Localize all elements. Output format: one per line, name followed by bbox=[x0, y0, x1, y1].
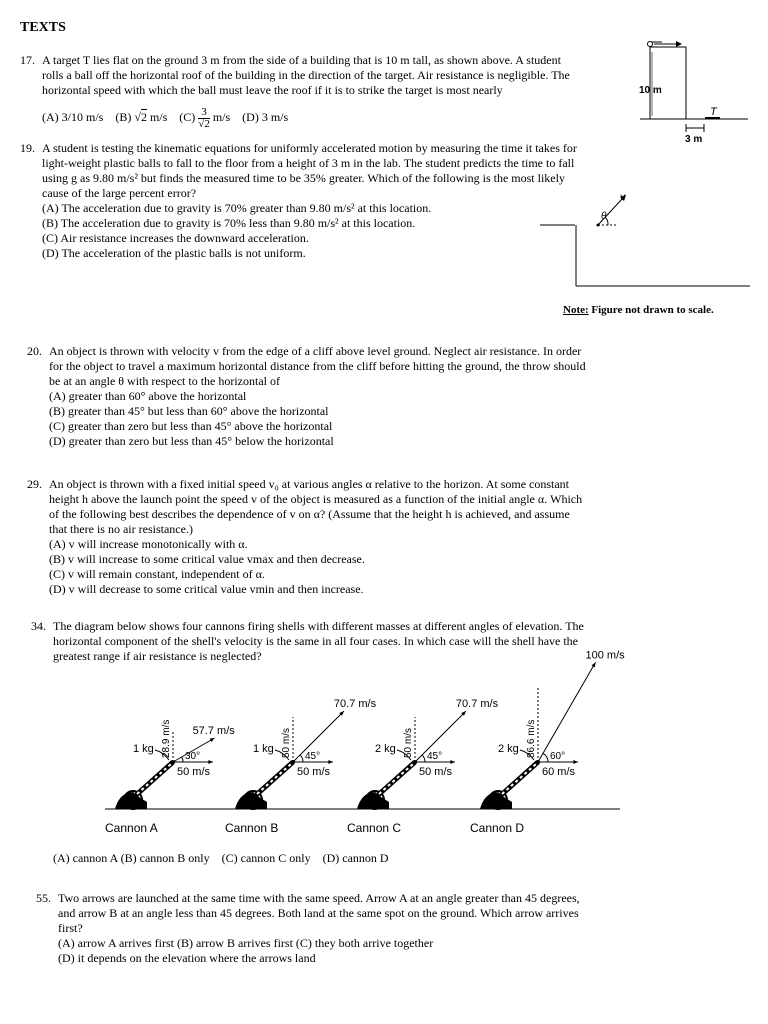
cannon-base bbox=[357, 792, 389, 809]
velocity-arrow bbox=[538, 662, 596, 762]
horizontal-velocity-arrow-head bbox=[328, 760, 333, 764]
velocity-label: v bbox=[620, 192, 625, 203]
question-text-line: horizontal speed with which the ball must leave the roof if it is to strike the target is most nearly bbox=[42, 83, 503, 97]
note-label: Note: bbox=[563, 304, 589, 316]
options-line-1: (A) arrow A arrives first (B) arrow B arrives first (C) they both arrive together bbox=[58, 936, 434, 950]
question-text-line: greatest range if air resistance is neglected? bbox=[53, 649, 262, 663]
question-number: 34. bbox=[31, 619, 46, 633]
option-b: (B) greater than 45° but less than 60° above the horizontal bbox=[49, 404, 329, 418]
question-text-line: that there is no air resistance.) bbox=[49, 522, 193, 536]
cannon-name-label: Cannon C bbox=[347, 821, 402, 835]
horizontal-velocity-label: 60 m/s bbox=[542, 766, 576, 778]
horizontal-velocity-label: 50 m/s bbox=[419, 766, 453, 778]
question-55 bbox=[36, 891, 636, 966]
sqrt-symbol: √2 bbox=[134, 110, 147, 124]
question-20 bbox=[27, 344, 627, 449]
angle-label: 60° bbox=[550, 751, 566, 762]
question-text-line: for the object to travel a maximum horizontal distance from the cliff before hitting the ground, the throw should bbox=[49, 359, 586, 373]
question-34 bbox=[31, 619, 631, 664]
option-b: (B) The acceleration due to gravity is 70% less than 9.80 m/s² at this location. bbox=[42, 216, 416, 230]
horizontal-velocity-label: 50 m/s bbox=[177, 766, 211, 778]
cannon-name-label: Cannon D bbox=[470, 821, 525, 835]
vertical-velocity-label: 28.9 m/s bbox=[161, 719, 172, 758]
mass-label: 1 kg bbox=[253, 743, 274, 755]
angle-arc bbox=[543, 753, 548, 762]
cannon-barrel bbox=[500, 762, 538, 796]
angle-arc bbox=[182, 757, 183, 762]
vertical-velocity-label: 86.6 m/s bbox=[526, 719, 537, 758]
options-line-2: (D) it depends on the elevation where the arrows land bbox=[58, 951, 316, 965]
option-a: (A) 3/10 m/s bbox=[42, 110, 104, 124]
question-text-line: horizontal component of the shell's velocity is the same in all four cases. In which case will the shell have the bbox=[53, 634, 579, 648]
question-number: 55. bbox=[36, 891, 51, 905]
question-text-line: of the following best describes the dependence of v on α? (Assume that the height h is achieved, and assume bbox=[49, 507, 570, 521]
option-d: (D) 3 m/s bbox=[242, 110, 289, 124]
question-number: 29. bbox=[27, 477, 42, 491]
fraction-denominator: √2 bbox=[198, 117, 210, 130]
cannon-name-label: Cannon A bbox=[105, 821, 158, 835]
angle-label: 30° bbox=[185, 751, 201, 762]
option-c: (C) Air resistance increases the downward acceleration. bbox=[42, 231, 309, 245]
cannon-base bbox=[480, 792, 512, 809]
option-c-unit: m/s bbox=[212, 110, 231, 124]
fraction-den-value: 2 bbox=[204, 117, 210, 130]
q34-answers: (A) cannon A (B) cannon B only (C) cannon C only (D) cannon D bbox=[53, 851, 389, 865]
question-text-line: An object is thrown with a fixed initial speed v₀ at various angles α relative to the horizon. At some constant bbox=[49, 477, 570, 491]
option-c: (C) greater than zero but less than 45° above the horizontal bbox=[49, 419, 333, 433]
question-text-line: height h above the launch point the speed v of the object is measured as a function of the initial angle α. Which bbox=[49, 492, 583, 506]
question-text-line: The diagram below shows four cannons firing shells with different masses at different angles of elevation. The bbox=[53, 619, 584, 633]
option-a: (A) v will increase monotonically with α. bbox=[49, 537, 248, 551]
option-c: (C) bbox=[179, 110, 196, 124]
horizontal-velocity-label: 50 m/s bbox=[297, 766, 331, 778]
option-d: (D) v will decrease to some critical value vmin and then increase. bbox=[49, 582, 364, 596]
object-dot bbox=[597, 224, 600, 227]
question-29 bbox=[27, 477, 627, 597]
figure-note bbox=[563, 303, 714, 318]
velocity-label: 57.7 m/s bbox=[192, 725, 235, 737]
velocity-label: 70.7 m/s bbox=[333, 698, 377, 711]
target-label: T bbox=[710, 106, 717, 118]
question-text-line: cause of the large percent error? bbox=[42, 186, 197, 200]
distance-label: 3 m bbox=[685, 134, 703, 145]
question-text-line: light-weight plastic balls to fall to the floor from a height of 3 m in the lab. The student predicts the time to fall bbox=[42, 156, 575, 170]
option-b: (B) v will increase to some critical value vmax and then decrease. bbox=[49, 552, 365, 566]
option-a: (A) The acceleration due to gravity is 70% greater than 9.80 m/s² at this location. bbox=[42, 201, 432, 215]
question-text-line: rolls a ball off the horizontal roof of the building in the direction of the target. Air resistance is negligible. The bbox=[42, 68, 570, 82]
question-text-line: An object is thrown with velocity v from the edge of a cliff above level ground. Neglect air resistance. In order bbox=[49, 344, 582, 358]
question-19 bbox=[20, 141, 620, 261]
option-c: (C) v will remain constant, independent of α. bbox=[49, 567, 265, 581]
note-text: Figure not drawn to scale. bbox=[588, 304, 714, 316]
mass-label: 2 kg bbox=[375, 743, 396, 755]
mass-label: 1 kg bbox=[133, 743, 154, 755]
question-text-line: Two arrows are launched at the same time with the same speed. Arrow A at an angle greater than 45 degrees, bbox=[58, 891, 580, 905]
cliff-figure bbox=[540, 192, 760, 292]
horizontal-velocity-arrow-head bbox=[450, 760, 455, 764]
vertical-velocity-label: 50 m/s bbox=[403, 727, 414, 758]
velocity-label: 70.7 m/s bbox=[455, 698, 499, 711]
question-text-line: using g as 9.80 m/s² but finds the measured time to be 35% greater. Which of the following is the most likely bbox=[42, 171, 565, 185]
cannon-barrel bbox=[135, 762, 173, 796]
mass-label: 2 kg bbox=[498, 743, 519, 755]
horizontal-velocity-arrow-head bbox=[208, 760, 213, 764]
angle-label: 45° bbox=[305, 751, 321, 762]
cannon-base bbox=[115, 792, 147, 809]
angle-arc bbox=[422, 755, 425, 762]
question-text-line: A target T lies flat on the ground 3 m from the side of a building that is 10 m tall, as shown above. A student bbox=[42, 53, 561, 67]
cannon-name-label: Cannon B bbox=[225, 821, 279, 835]
angle-arc bbox=[300, 755, 303, 762]
cannon-base bbox=[235, 792, 267, 809]
question-17 bbox=[20, 53, 620, 130]
option-b-unit: m/s bbox=[149, 110, 168, 124]
question-text-line: and arrow B at an angle less than 45 degrees. Both land at the same spot on the ground. Which arrow arrives bbox=[58, 906, 579, 920]
question-number: 19. bbox=[20, 141, 35, 155]
vertical-velocity-label: 50 m/s bbox=[281, 727, 292, 758]
velocity-label: 100 m/s bbox=[585, 649, 625, 662]
height-label: 10 m bbox=[639, 85, 662, 96]
option-d: (D) The acceleration of the plastic balls is not uniform. bbox=[42, 246, 306, 260]
question-text-line: A student is testing the kinematic equations for uniformly accelerated motion by measuring the time it takes for bbox=[42, 141, 577, 155]
fraction-numerator: 3 bbox=[198, 107, 210, 119]
sqrt-value: 2 bbox=[140, 110, 147, 124]
question-text-line: be at an angle θ with respect to the horizontal of bbox=[49, 374, 280, 388]
question-number: 17. bbox=[20, 53, 35, 67]
angle-label: 45° bbox=[427, 751, 443, 762]
cannon-barrel bbox=[255, 762, 293, 796]
building-figure bbox=[630, 38, 755, 148]
page-header: TEXTS bbox=[20, 20, 66, 35]
ball-icon bbox=[648, 42, 653, 47]
fraction bbox=[198, 107, 210, 130]
angle-label: θ bbox=[601, 211, 607, 222]
option-d: (D) greater than zero but less than 45° below the horizontal bbox=[49, 434, 334, 448]
cannon-barrel bbox=[377, 762, 415, 796]
horizontal-velocity-arrow-head bbox=[573, 760, 578, 764]
answer-options bbox=[42, 104, 620, 130]
question-text-line: first? bbox=[58, 921, 83, 935]
option-b: (B) bbox=[115, 110, 132, 124]
option-a: (A) greater than 60° above the horizontal bbox=[49, 389, 247, 403]
question-number: 20. bbox=[27, 344, 42, 358]
